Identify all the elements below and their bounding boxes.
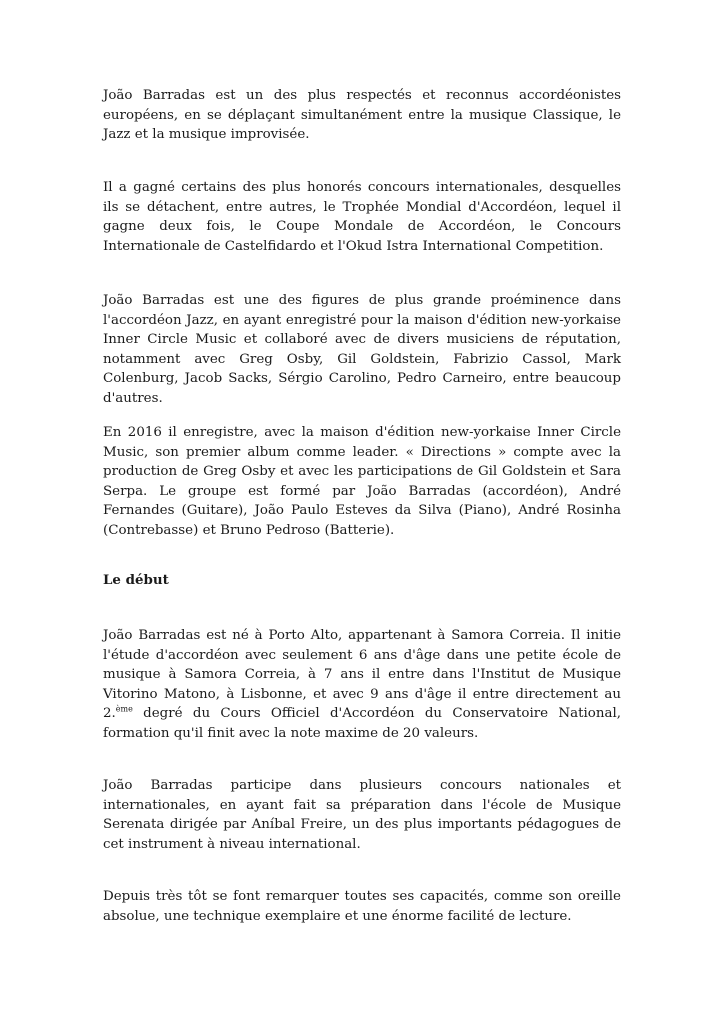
section-heading: Le début [103, 572, 169, 588]
paragraph-awards: Il a gagné certains des plus honorés concours internationales, desquelles ils se détachent, entre autres, le Trophée Mondial d'Accordéon, lequel il gagne deux fois, le Coupe Mondale de Accordéon, le Concours Internationale de Castelfidardo et l'Okud Istra International Competition. [103, 180, 621, 254]
paragraph-jazz: João Barradas est une des figures de plus grande proéminence dans l'accordéon Jazz, en ayant enregistré pour la maison d'édition new-yorkaise Inner Circle Music et collaboré avec de divers musiciens de réputation, notamment avec Greg Osby, Gil Goldstein, Fabrizio Cassol, Mark Colenburg, Jacob Sacks, Sérgio Carolino, Pedro Carneiro, entre beaucoup d'autres. [103, 293, 621, 406]
paragraph-competitions: João Barradas participe dans plusieurs concours nationales et internationales, en ayant fait sa préparation dans l'école de Musique Serenata dirigée par Aníbal Freire, un des plus importants pédagogues de cet instrument à niveau international. [103, 778, 621, 852]
paragraph-intro: João Barradas est un des plus respectés et reconnus accordéonistes européens, en se déplaçant simultanément entre la musique Classique, le Jazz et la musique improvisée. [103, 88, 621, 143]
paragraph-abilities: Depuis très tôt se font remarquer toutes ses capacités, comme son oreille absolue, une technique exemplaire et une énorme facilité de lecture. [103, 889, 621, 924]
paragraph-early-life-part2: degré du Cours Officiel d'Accordéon du Conservatoire National, formation qu'il finit avec la note maxime de 20 valeurs. [103, 706, 621, 741]
paragraph-early-life-part1: João Barradas est né à Porto Alto, appartenant à Samora Correia. Il initie l'étude d'accordéon avec seulement 6 ans d'âge dans une petite école de musique à Samora Correia, à 7 ans il entre dans l'Institut de Musique Vitorino Matono, à Lisbonne, et avec 9 ans d'âge il entre directement au 2. [103, 628, 621, 722]
paragraph-album: En 2016 il enregistre, avec la maison d'édition new-yorkaise Inner Circle Music, son premier album comme leader. « Directions » compte avec la production de Greg Osby et avec les participations de Gil Goldstein et Sara Serpa. Le groupe est formé par João Barradas (accordéon), André Fernandes (Guitare), João Paulo Esteves da Silva (Piano), André Rosinha (Contrebasse) et Bruno Pedroso (Batterie). [103, 425, 621, 538]
ordinal-superscript: ème [115, 704, 133, 714]
paragraph-early-life [103, 626, 621, 744]
